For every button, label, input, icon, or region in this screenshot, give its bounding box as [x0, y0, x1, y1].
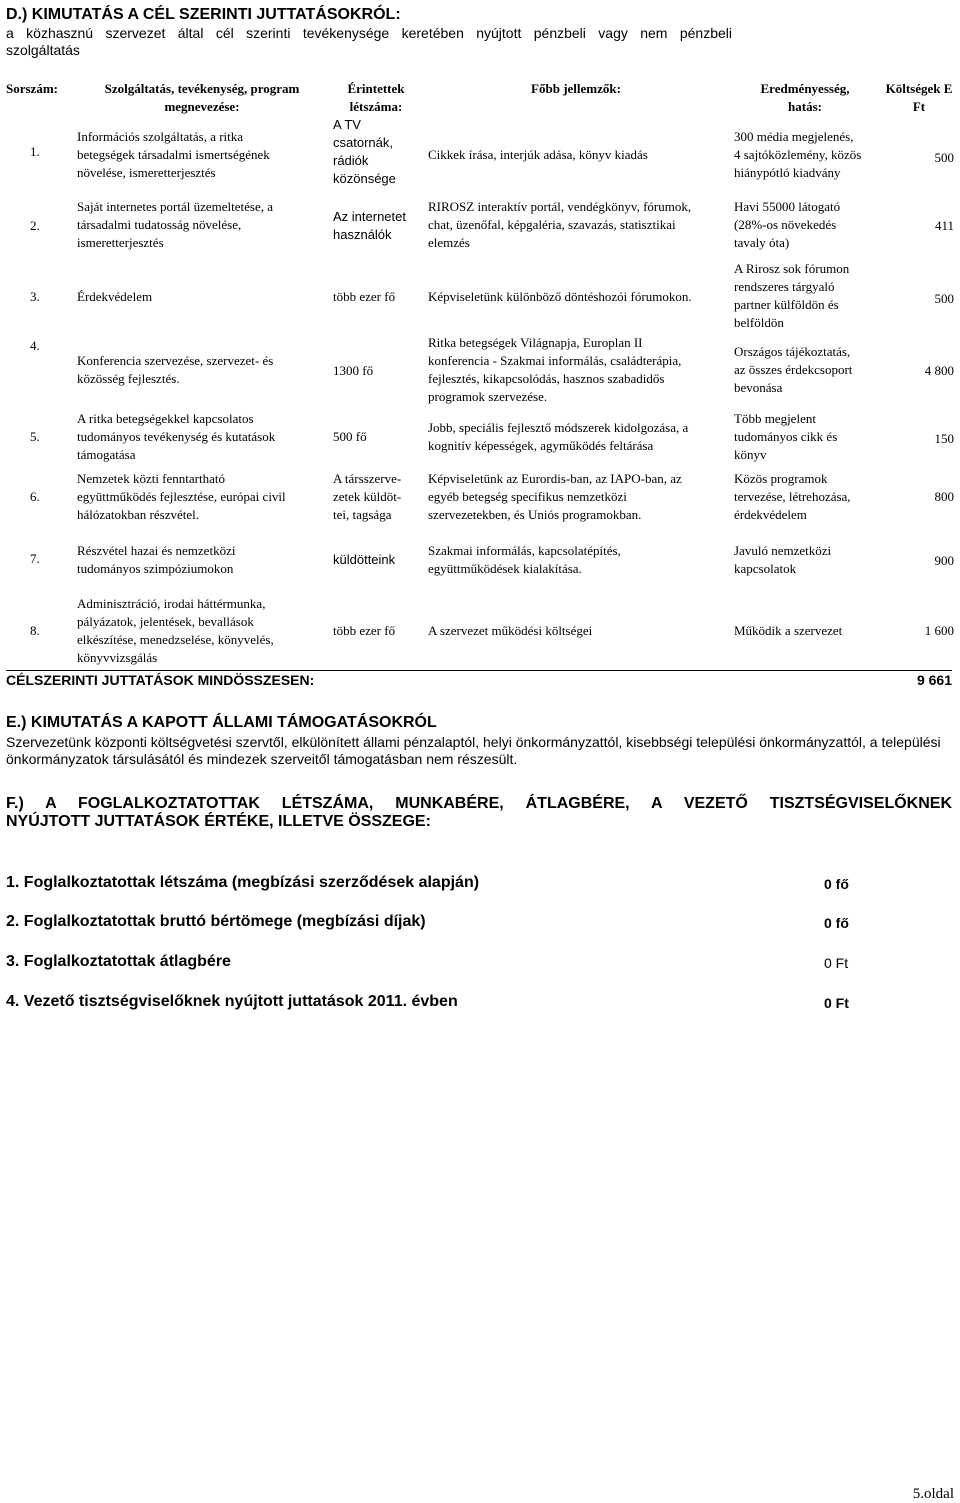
row-3-cost: 500: [934, 291, 954, 306]
row-8-cost: 1 600: [924, 623, 954, 638]
row-4-number: 4.: [30, 338, 40, 353]
row-6-number: 6.: [30, 489, 40, 504]
section-e-title: E.) KIMUTATÁS A KAPOTT ÁLLAMI TÁMOGATÁSOKRÓL: [6, 714, 437, 731]
row-5-service: A ritka betegségekkel kapcsolatos tudományos tevékenység és kutatások támogatása: [77, 411, 276, 462]
section-d-title: D.) KIMUTATÁS A CÉL SZERINTI JUTTATÁSOKRÓL:: [6, 6, 401, 23]
row-3-service: Érdekvédelem: [77, 289, 153, 304]
row-7-affected: küldötteink: [333, 552, 396, 567]
header-result: Eredményesség, hatás:: [760, 81, 850, 114]
row-6-affected: A társszerve- zetek küldöt- tei, tagsága: [333, 471, 402, 522]
total-value: 9 661: [916, 672, 952, 688]
row-5-cost: 150: [934, 431, 954, 446]
row-8-result: Működik a szervezet: [734, 623, 843, 638]
row-2-features: RIROSZ interaktív portál, vendégkönyv, fórumok, chat, üzenőfal, képgaléria, szavazás, statisztikai elemzés: [428, 199, 692, 250]
row-7-features: Szakmai informálás, kapcsolatépítés, együttműködések kialakítása.: [428, 543, 621, 576]
header-sorszam: Sorszám:: [6, 81, 58, 96]
row-4-features: Ritka betegségek Világnapja, Europlan II konferencia - Szakmai informálás, családterápia, fejlesztés, kikapcsolódás, hasznos szabadidős programok szervezése.: [428, 335, 682, 404]
total-label: CÉLSZERINTI JUTTATÁSOK MINDÖSSZESEN:: [6, 672, 315, 688]
row-8-number: 8.: [30, 623, 40, 638]
executive-benefits-label: 4. Vezető tisztségviselőknek nyújtott juttatások 2011. évben: [6, 993, 458, 1010]
row-1-features: Cikkek írása, interjúk adása, könyv kiadás: [428, 147, 648, 162]
section-f-title: F.) A FOGLALKOZTATOTTAK LÉTSZÁMA, MUNKABÉRE, ÁTLAGBÉRE, A VEZETŐ TISZTSÉGVISELŐKNEK: [6, 795, 952, 812]
row-2-result: Havi 55000 látogató (28%-os növekedés tavaly óta): [734, 199, 841, 250]
row-2-service: Saját internetes portál üzemeltetése, a társadalmi tudatosság növelése, ismeretterjesztés: [77, 199, 273, 250]
row-1-service: Információs szolgáltatás, a ritka betegségek társadalmi ismertségének növelése, ismeretterjesztés: [77, 129, 270, 180]
row-7-cost: 900: [934, 553, 954, 568]
row-4-cost: 4 800: [924, 363, 954, 378]
row-1-cost: 500: [934, 150, 954, 165]
row-8-features: A szervezet működési költségei: [428, 623, 593, 638]
section-e-paragraph: Szervezetünk központi költségvetési szervtől, elkülönített állami pénzalaptól, helyi önkormányzattól, kisebbségi települési önkormányzattól, a települési önkormányzatok társulásától és mindezek szerveitől támogatásban nem részesült.: [6, 734, 941, 767]
row-3-affected: több ezer fő: [333, 289, 396, 304]
header-features: Főbb jellemzők:: [531, 81, 621, 96]
header-cost: Költségek E Ft: [885, 81, 953, 114]
row-4-result: Országos tájékoztatás, az összes érdekcsoport bevonása: [734, 344, 853, 395]
row-3-number: 3.: [30, 289, 40, 304]
section-d-subtitle-cont: szolgáltatás: [6, 42, 80, 58]
gross-wage-label: 2. Foglalkoztatottak bruttó bértömege (megbízási díjak): [6, 913, 426, 930]
row-7-number: 7.: [30, 551, 40, 566]
gross-wage-value: 0 fő: [824, 915, 849, 931]
employees-count-value: 0 fő: [824, 876, 849, 892]
total-divider: [6, 670, 952, 671]
row-5-features: Jobb, speciális fejlesztő módszerek kidolgozása, a kognitív képességek, agyműködés feltárása: [428, 420, 689, 453]
page-number: 5.oldal: [912, 1486, 954, 1502]
row-3-result: A Rirosz sok fórumon rendszeres tárgyaló partner külföldön és belföldön: [734, 261, 850, 330]
row-8-affected: több ezer fő: [333, 623, 396, 638]
section-f-title-cont: NYÚJTOTT JUTTATÁSOK ÉRTÉKE, ILLETVE ÖSSZEGE:: [6, 813, 431, 830]
average-wage-value: 0 Ft: [824, 955, 849, 971]
header-service: Szolgáltatás, tevékenység, program megnevezése:: [104, 81, 300, 114]
row-7-result: Javuló nemzetközi kapcsolatok: [734, 543, 832, 576]
row-1-result: 300 média megjelenés, 4 sajtóközlemény, közös hiánypótló kiadvány: [734, 129, 862, 180]
row-6-features: Képviseletünk az Eurordis-ban, az IAPO-ban, az egyéb betegség specifikus nemzetközi szervezetekben, és Uniós programokban.: [428, 471, 682, 522]
row-6-cost: 800: [934, 489, 954, 504]
row-6-service: Nemzetek közti fenntartható együttműködés fejlesztése, európai civil hálózatokban részvétel.: [77, 471, 286, 522]
header-affected: Érintettek létszáma:: [347, 81, 405, 114]
row-3-features: Képviseletünk különböző döntéshozói fórumokon.: [428, 289, 692, 304]
row-2-cost: 411: [934, 218, 954, 233]
executive-benefits-value: 0 Ft: [824, 995, 849, 1011]
row-4-service: Konferencia szervezése, szervezet- és közösség fejlesztés.: [77, 353, 274, 386]
row-1-affected: A TV csatornák, rádiók közönsége: [333, 117, 396, 186]
employees-count-label: 1. Foglalkoztatottak létszáma (megbízási szerződések alapján): [6, 874, 480, 891]
row-5-affected: 500 fő: [333, 429, 367, 444]
row-1-number: 1.: [30, 144, 40, 159]
average-wage-label: 3. Foglalkoztatottak átlagbére: [6, 953, 231, 970]
row-5-result: Több megjelent tudományos cikk és könyv: [734, 411, 838, 462]
row-4-affected: 1300 fő: [333, 363, 374, 378]
section-d-subtitle: a közhasznú szervezet által cél szerinti tevékenysége keretében nyújtott pénzbeli vagy nem pénzbeli: [6, 25, 732, 41]
row-2-number: 2.: [30, 218, 40, 233]
row-6-result: Közös programok tervezése, létrehozása, érdekvédelem: [734, 471, 851, 522]
row-7-service: Részvétel hazai és nemzetközi tudományos szimpóziumokon: [77, 543, 236, 576]
row-2-affected: Az internetet használók: [333, 209, 406, 242]
row-8-service: Adminisztráció, irodai háttérmunka, pályázatok, jelentések, bevallások elkészítése, menedzselése, könyvelés, könyvvizsgálás: [77, 596, 274, 665]
row-5-number: 5.: [30, 429, 40, 444]
